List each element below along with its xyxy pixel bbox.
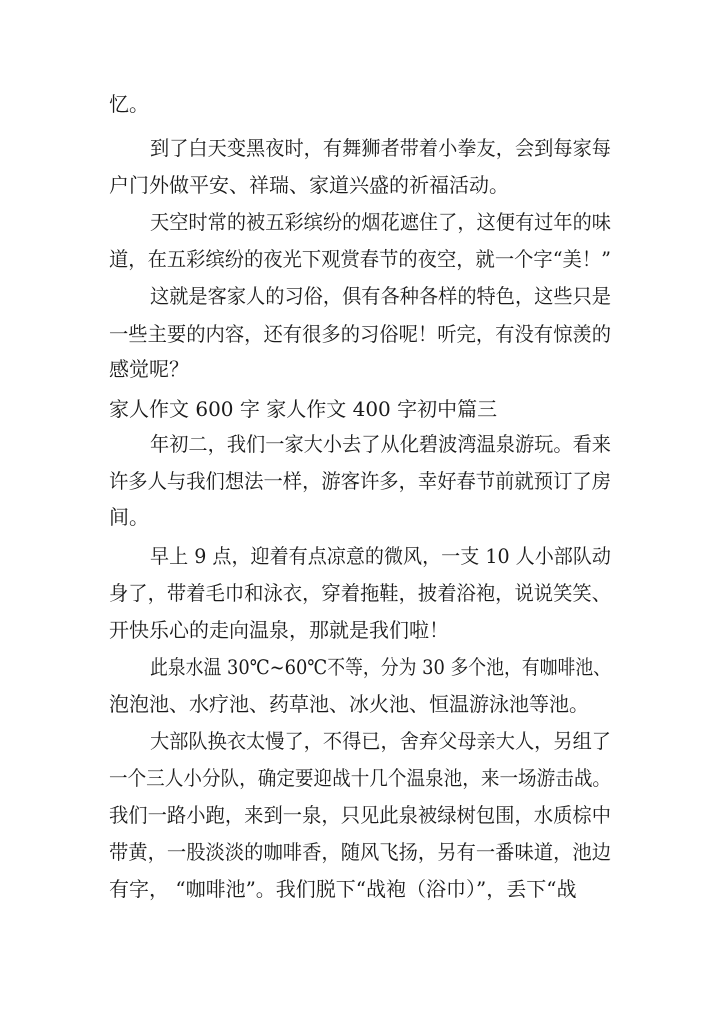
line-text: 一个三人小分队，确定要迎战十几个温泉池，来一场游击战。 xyxy=(109,766,611,790)
heading-text: 家人作文 600 字 家人作文 400 字初中篇三 xyxy=(109,397,498,421)
line-text: 户门外做平安、祥瑞、家道兴盛的祈福活动。 xyxy=(109,173,509,197)
line-text: 早上 9 点，迎着有点凉意的微风，一支 10 人小部队动 xyxy=(150,544,611,568)
line-text: 我们一路小跑，来到一泉，只见此泉被绿树包围，水质棕中 xyxy=(109,803,611,827)
line-text: 许多人与我们想法一样，游客许多，幸好春节前就预订了房 xyxy=(109,469,611,493)
line-text: 天空时常的被五彩缤纷的烟花遮住了，这便有过年的味 xyxy=(150,210,611,234)
line-text: 大部队换衣太慢了，不得已，舍弃父母亲大人，另组了 xyxy=(150,729,611,753)
line-text: 到了白天变黑夜时，有舞狮者带着小拳友，会到每家每 xyxy=(150,136,611,160)
line-text: 有字， “咖啡池”。我们脱下“战袍（浴巾）”，丢下“战 xyxy=(109,877,577,901)
line-text: 泡泡池、水疗池、药草池、冰火池、恒温游泳池等池。 xyxy=(109,692,589,716)
line-text: 一些主要的内容，还有很多的习俗呢！听完，有没有惊羡的 xyxy=(109,322,611,346)
line-text: 此泉水温 30℃~60℃不等，分为 30 多个池，有咖啡池、 xyxy=(150,655,611,679)
line-text: 开快乐心的走向温泉，那就是我们啦！ xyxy=(109,618,449,642)
line-text: 年初二，我们一家大小去了从化碧波湾温泉游玩。看来 xyxy=(150,432,611,456)
line-text: 忆。 xyxy=(109,92,149,116)
line-text: 间。 xyxy=(109,505,149,529)
line-text: 这就是客家人的习俗，俱有各种各样的特色，这些只是 xyxy=(150,284,611,308)
line-text: 感觉呢？ xyxy=(109,357,189,381)
line-text: 带黄，一股淡淡的咖啡香，随风飞扬，另有一番味道，池边 xyxy=(109,840,611,864)
line-text: 身了，带着毛巾和泳衣，穿着拖鞋，披着浴袍，说说笑笑、 xyxy=(109,581,611,605)
line-text: 道，在五彩缤纷的夜光下观赏春节的夜空，就一个字“美！” xyxy=(109,247,611,271)
